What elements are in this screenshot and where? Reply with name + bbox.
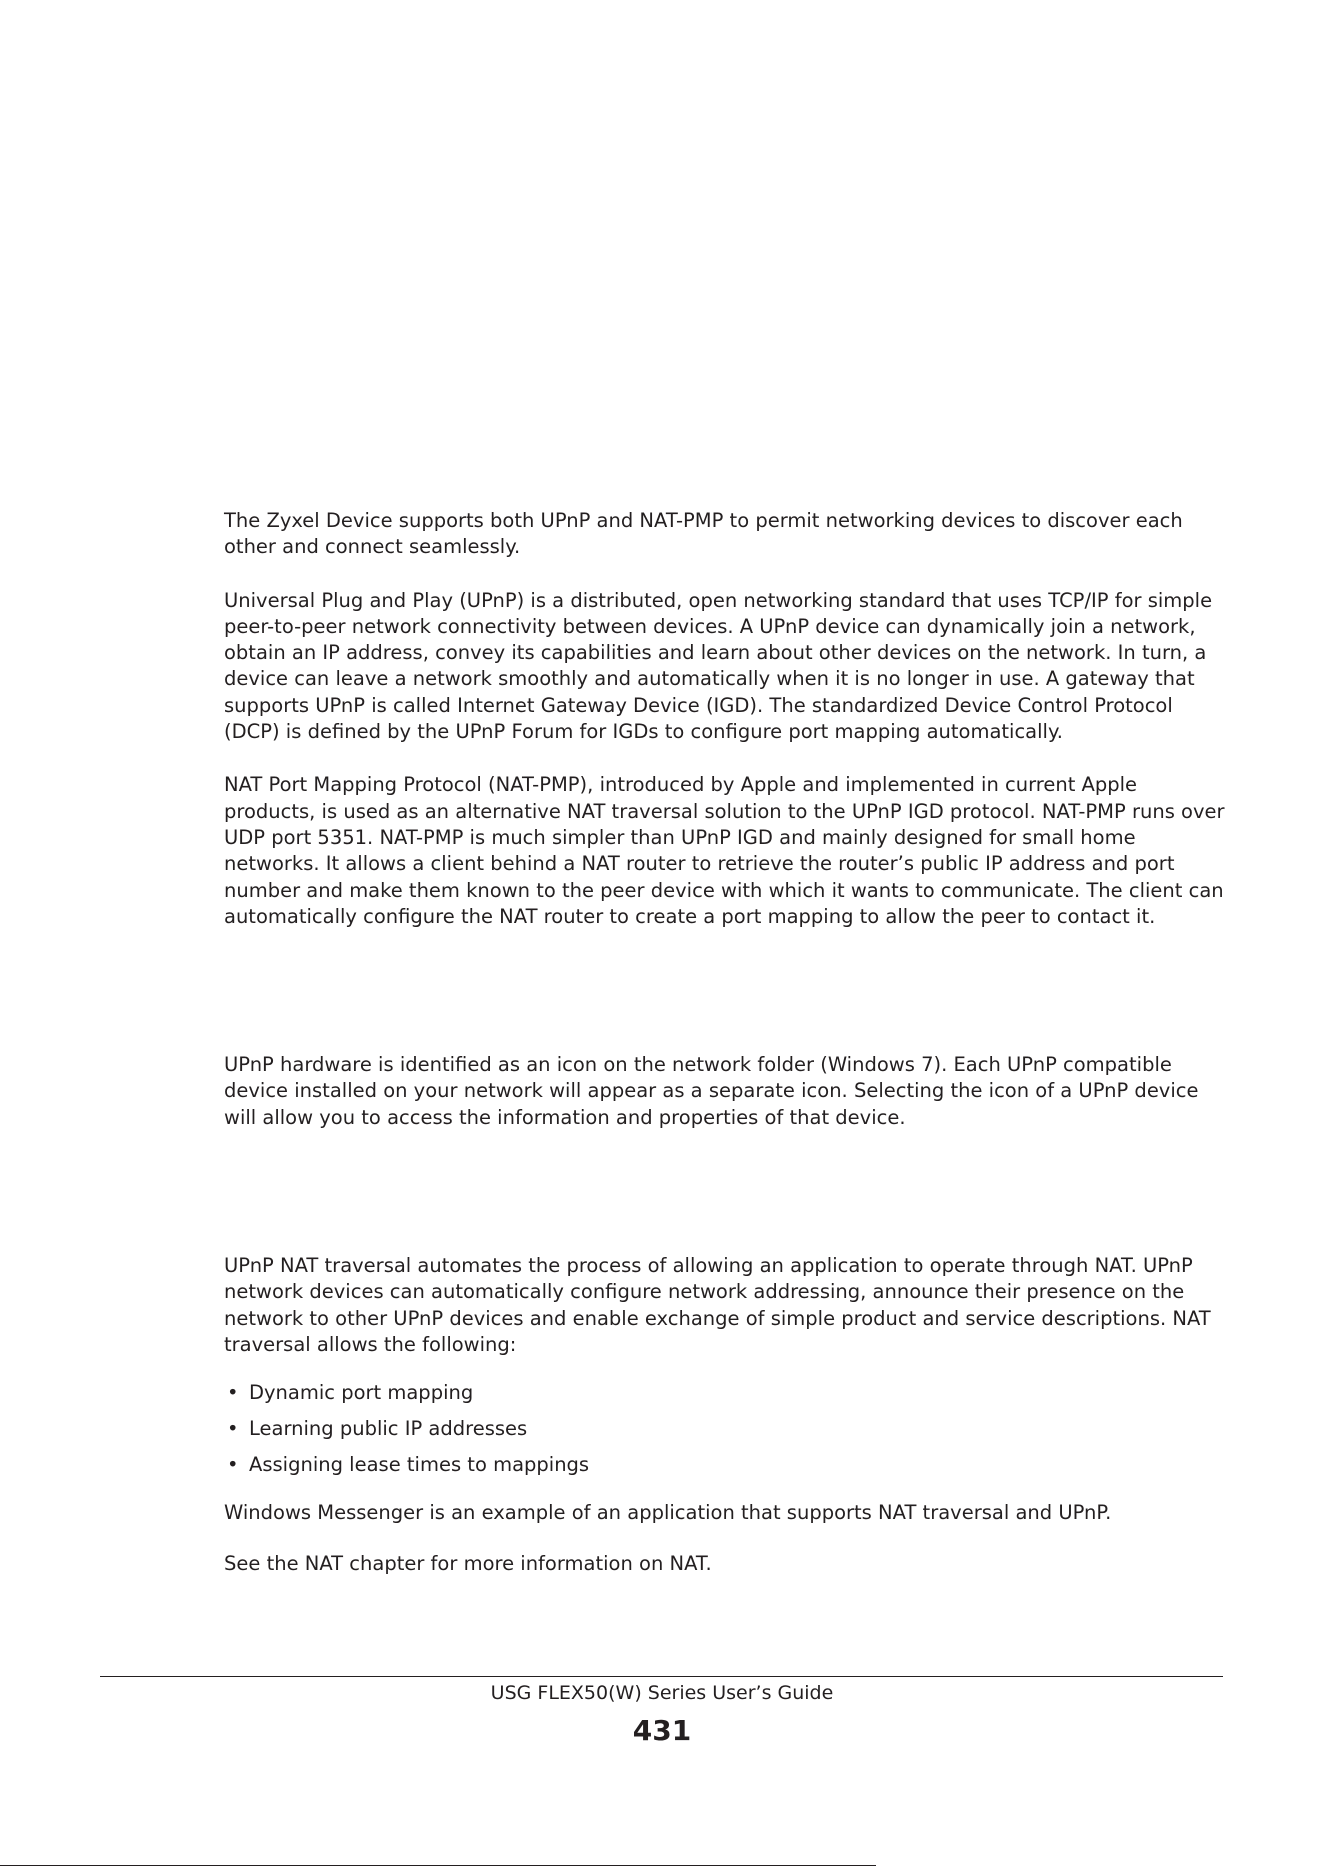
list-item-text: Learning public IP addresses xyxy=(249,1417,528,1441)
page-body xyxy=(224,508,1232,1578)
list-item-text: Assigning lease times to mappings xyxy=(249,1452,590,1476)
list-item xyxy=(224,1380,1232,1406)
page-number: 431 xyxy=(632,1714,692,1747)
upnp-hardware-paragraph: UPnP hardware is identified as an icon on the network folder (Windows 7). Each UPnP compatible device installed on your network will appear as a separate icon. Selecting the icon of a UPnP device will allow you to access the information and properties of that device. xyxy=(224,1053,1199,1129)
bottom-divider xyxy=(0,1865,876,1866)
traversal-features-list xyxy=(224,1380,1232,1478)
bullet-icon: • xyxy=(227,1452,239,1476)
bullet-icon: • xyxy=(227,1417,239,1441)
list-item-text: Dynamic port mapping xyxy=(249,1381,474,1405)
footer-divider xyxy=(100,1676,1223,1677)
bullet-icon: • xyxy=(227,1381,239,1405)
upnp-definition-paragraph: Universal Plug and Play (UPnP) is a distributed, open networking standard that uses TCP/IP for simple peer-to-peer network connectivity between devices. A UPnP device can dynamically join a network, obtain an IP address, convey its capabilities and learn about other devices on the network. In turn, a device can leave a network smoothly and automatically when it is no longer in use. A gateway that supports UPnP is called Internet Gateway Device (IGD). The standardized Device Control Protocol (DCP) is defined by the UPnP Forum for IGDs to configure port mapping automatically. xyxy=(224,588,1213,744)
natpmp-definition-paragraph: NAT Port Mapping Protocol (NAT-PMP), introduced by Apple and implemented in current Apple products, is used as an alternative NAT traversal solution to the UPnP IGD protocol. NAT-PMP runs over UDP port 5351. NAT-PMP is much simpler than UPnP IGD and mainly designed for small home networks. It allows a client behind a NAT router to retrieve the router’s public IP address and port number and make them known to the peer device with which it wants to communicate. The client can automatically configure the NAT router to create a port mapping to allow the peer to contact it. xyxy=(224,773,1225,928)
list-item xyxy=(224,1452,1232,1478)
see-also-paragraph: See the NAT chapter for more information on NAT. xyxy=(224,1552,712,1576)
list-item xyxy=(224,1416,1232,1442)
intro-paragraph: The Zyxel Device supports both UPnP and NAT-PMP to permit networking devices to discover each other and connect seamlessly. xyxy=(224,509,1183,559)
nat-traversal-paragraph: UPnP NAT traversal automates the process of allowing an application to operate through NAT. UPnP network devices can automatically configure network addressing, announce their presence on the network to other UPnP devices and enable exchange of simple product and service descriptions. NAT traversal allows the following: xyxy=(224,1254,1211,1356)
messenger-example-paragraph: Windows Messenger is an example of an application that supports NAT traversal and UPnP. xyxy=(224,1501,1112,1525)
footer-guide-title: USG FLEX50(W) Series User’s Guide xyxy=(490,1682,834,1704)
